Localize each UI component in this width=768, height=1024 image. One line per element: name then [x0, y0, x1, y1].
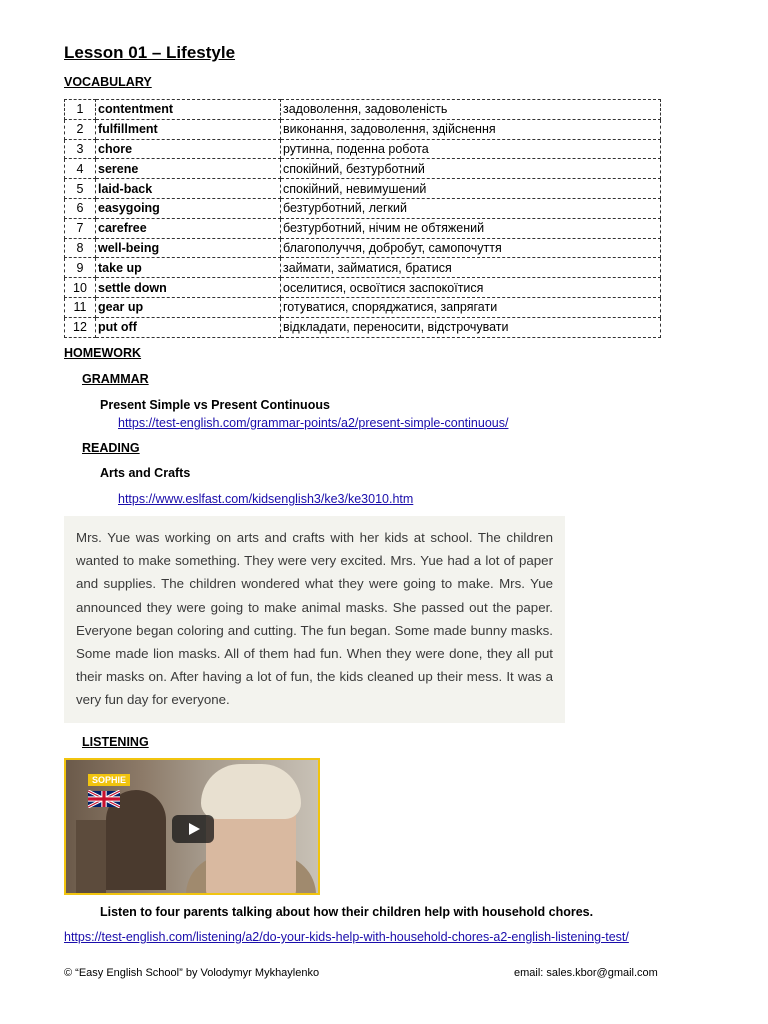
row-number: 11 [65, 297, 96, 317]
vocabulary-heading: VOCABULARY [64, 75, 152, 89]
reading-heading: READING [82, 441, 140, 455]
footer-copyright: © “Easy English School” by Volodymyr Mykhaylenko [64, 967, 320, 979]
vocab-translation: спокійний, невимушений [281, 179, 661, 199]
vocab-translation: задоволення, задоволеність [281, 100, 661, 120]
footer-email: email: sales.kbor@gmail.com [514, 967, 658, 979]
vocab-translation: оселитися, освоїтися заспокоїтися [281, 278, 661, 298]
row-number: 8 [65, 238, 96, 258]
table-row [65, 179, 661, 199]
listening-heading: LISTENING [82, 735, 149, 749]
row-number: 10 [65, 278, 96, 298]
vocab-word: carefree [96, 218, 281, 238]
listening-task: Listen to four parents talking about how their children help with household chores. [100, 905, 594, 919]
table-row [65, 139, 661, 159]
row-number: 6 [65, 198, 96, 218]
vocab-translation: благополуччя, добробут, самопочуття [281, 238, 661, 258]
vocab-word: serene [96, 159, 281, 179]
vocab-word: take up [96, 258, 281, 278]
background-door [76, 820, 106, 895]
grammar-link[interactable]: https://test-english.com/grammar-points/a2/present-simple-continuous/ [118, 416, 509, 430]
row-number: 4 [65, 159, 96, 179]
vocab-translation: виконання, задоволення, здійснення [281, 119, 661, 139]
listening-link[interactable]: https://test-english.com/listening/a2/do-your-kids-help-with-household-chores-a2-english-listening-test/ [64, 930, 629, 944]
row-number: 3 [65, 139, 96, 159]
presenter-hair [201, 764, 301, 819]
table-row [65, 198, 661, 218]
grammar-topic: Present Simple vs Present Continuous [100, 398, 330, 412]
table-row [65, 297, 661, 317]
vocab-translation: відкладати, переносити, відстрочувати [281, 317, 661, 337]
page-title: Lesson 01 – Lifestyle [64, 43, 236, 62]
table-row [65, 278, 661, 298]
vocab-translation: спокійний, безтурботний [281, 159, 661, 179]
vocabulary-table [64, 99, 661, 338]
vocab-word: easygoing [96, 198, 281, 218]
listening-video-thumbnail[interactable] [64, 758, 320, 895]
vocab-translation: готуватися, споряджатися, запрягати [281, 297, 661, 317]
speaker-name-badge: SOPHIE [88, 774, 130, 786]
vocab-word: contentment [96, 100, 281, 120]
play-icon[interactable] [172, 815, 214, 843]
row-number: 5 [65, 179, 96, 199]
row-number: 1 [65, 100, 96, 120]
grammar-heading: GRAMMAR [82, 372, 149, 386]
vocab-translation: рутинна, поденна робота [281, 139, 661, 159]
reading-topic: Arts and Crafts [100, 466, 191, 480]
homework-heading: HOMEWORK [64, 346, 142, 360]
row-number: 2 [65, 119, 96, 139]
table-row [65, 258, 661, 278]
table-row [65, 119, 661, 139]
vocab-word: put off [96, 317, 281, 337]
vocab-translation: займати, займатися, братися [281, 258, 661, 278]
row-number: 9 [65, 258, 96, 278]
vocab-word: laid-back [96, 179, 281, 199]
table-row [65, 317, 661, 337]
reading-text: Mrs. Yue was working on arts and crafts with her kids at school. The children wanted to make something. They were very excited. Mrs. Yue had a lot of paper and supplies. The children wondered what they were going to make. Mrs. Yue announced they were going to make animal masks. She passed out the paper. Everyone began coloring and cutting. The fun began. Some made bunny masks. Some made lion masks. All of them had fun. When they were done, they all put their masks on. After having a lot of fun, the kids cleaned up their mess. It was a very fun day for everyone. [76, 530, 553, 708]
vocab-translation: безтурботний, легкий [281, 198, 661, 218]
vocab-word: fulfillment [96, 119, 281, 139]
reading-link[interactable]: https://www.eslfast.com/kidsenglish3/ke3/ke3010.htm [118, 492, 414, 506]
vocab-translation: безтурботний, нічим не обтяжений [281, 218, 661, 238]
table-row [65, 218, 661, 238]
vocab-word: settle down [96, 278, 281, 298]
vocab-word: chore [96, 139, 281, 159]
table-row [65, 159, 661, 179]
vocab-word: gear up [96, 297, 281, 317]
table-row [65, 238, 661, 258]
vocab-word: well-being [96, 238, 281, 258]
reading-text-image [64, 516, 565, 723]
row-number: 12 [65, 317, 96, 337]
table-row [65, 100, 661, 120]
row-number: 7 [65, 218, 96, 238]
uk-flag-icon [88, 790, 120, 808]
